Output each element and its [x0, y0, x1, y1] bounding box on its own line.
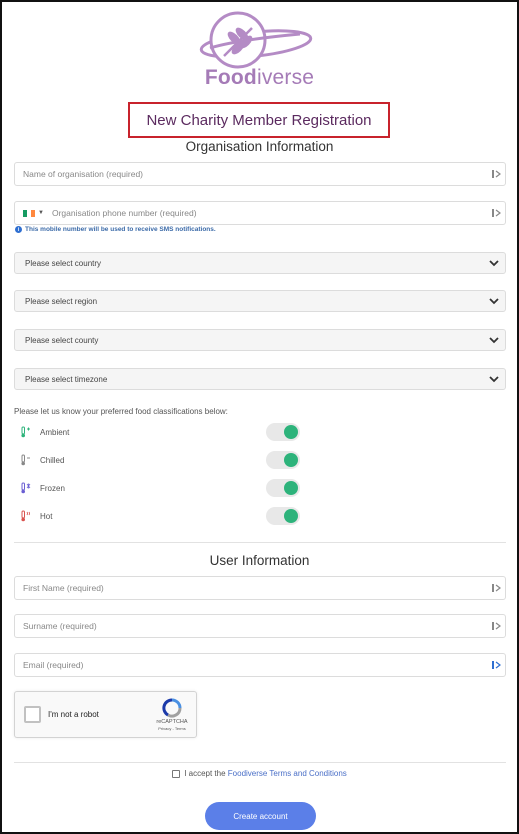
recaptcha-brand: reCAPTCHA	[156, 719, 188, 725]
toggle-knob	[284, 509, 298, 523]
section-divider	[14, 542, 506, 543]
toggle-knob	[284, 453, 298, 467]
county-select[interactable]	[14, 329, 506, 351]
toggle-knob	[284, 425, 298, 439]
chevron-down-icon[interactable]	[487, 294, 501, 308]
country-code-caret-icon[interactable]: ▼	[38, 210, 44, 216]
brand-bold: Food	[204, 66, 257, 89]
first-name-placeholder: First Name (required)	[23, 583, 104, 593]
hot-toggle[interactable]	[266, 507, 300, 525]
info-icon: i	[15, 226, 22, 233]
phone-hint	[15, 226, 216, 233]
snowflake-thermometer-icon	[18, 481, 32, 495]
thermometer-heat-icon	[18, 509, 32, 523]
chilled-toggle[interactable]	[266, 451, 300, 469]
ambient-toggle[interactable]	[266, 423, 300, 441]
food-class-row-chilled	[18, 451, 300, 469]
chevron-down-icon[interactable]	[487, 372, 501, 386]
email-placeholder: Email (required)	[23, 660, 84, 670]
org-section-title: Organisation Information	[185, 139, 334, 154]
region-select-value: Please select region	[25, 296, 98, 306]
recaptcha-label: I'm not a robot	[48, 710, 99, 719]
user-section-title: User Information	[209, 553, 310, 568]
country-select[interactable]	[14, 252, 506, 274]
food-class-row-frozen	[18, 479, 300, 497]
chevron-down-icon[interactable]	[487, 333, 501, 347]
country-select-value: Please select country	[25, 258, 102, 268]
timezone-select-value: Please select timezone	[25, 374, 108, 384]
toggle-knob	[284, 481, 298, 495]
first-name-field[interactable]	[14, 576, 506, 600]
organisation-phone-field[interactable]	[14, 201, 506, 225]
create-account-button[interactable]: Create account	[205, 802, 316, 830]
section-divider	[14, 762, 506, 763]
page-title: New Charity Member Registration	[128, 102, 390, 138]
phone-hint-text: This mobile number will be used to receive SMS notifications.	[25, 226, 216, 233]
autofill-key-icon[interactable]	[490, 582, 502, 594]
terms-row	[0, 769, 519, 778]
recaptcha-badge	[153, 698, 191, 731]
recaptcha-links[interactable]: Privacy - Terms	[158, 726, 186, 731]
food-class-label: Chilled	[40, 455, 65, 465]
surname-field[interactable]	[14, 614, 506, 638]
region-select[interactable]	[14, 290, 506, 312]
brand-light: iverse	[256, 66, 315, 89]
autofill-key-icon[interactable]	[490, 168, 502, 180]
chevron-down-icon[interactable]	[487, 256, 501, 270]
food-class-label: Hot	[40, 511, 53, 521]
autofill-key-icon[interactable]	[490, 620, 502, 632]
food-class-row-ambient	[18, 423, 300, 441]
ireland-flag-icon[interactable]	[23, 210, 35, 217]
email-field[interactable]	[14, 653, 506, 677]
thermometer-minus-icon	[18, 453, 32, 467]
terms-link[interactable]: Foodiverse Terms and Conditions	[227, 769, 347, 778]
food-preferences-label: Please let us know your preferred food classifications below:	[14, 407, 228, 416]
recaptcha-checkbox[interactable]	[24, 706, 41, 723]
accept-terms-checkbox[interactable]	[172, 770, 180, 778]
frozen-toggle[interactable]	[266, 479, 300, 497]
autofill-key-icon[interactable]	[490, 659, 502, 671]
organisation-phone-placeholder: Organisation phone number (required)	[51, 208, 197, 218]
food-class-label: Frozen	[40, 483, 65, 493]
county-select-value: Please select county	[25, 335, 99, 345]
organisation-name-field[interactable]	[14, 162, 506, 186]
timezone-select[interactable]	[14, 368, 506, 390]
surname-placeholder: Surname (required)	[23, 621, 97, 631]
recaptcha-widget	[14, 691, 197, 738]
autofill-key-icon[interactable]	[490, 207, 502, 219]
brand-name	[0, 66, 519, 90]
food-class-label: Ambient	[40, 427, 70, 437]
terms-prefix: I accept the	[184, 769, 228, 778]
food-class-row-hot	[18, 507, 300, 525]
thermometer-sun-icon	[18, 425, 32, 439]
recaptcha-logo-icon	[153, 698, 191, 718]
organisation-name-placeholder: Name of organisation (required)	[23, 169, 144, 179]
